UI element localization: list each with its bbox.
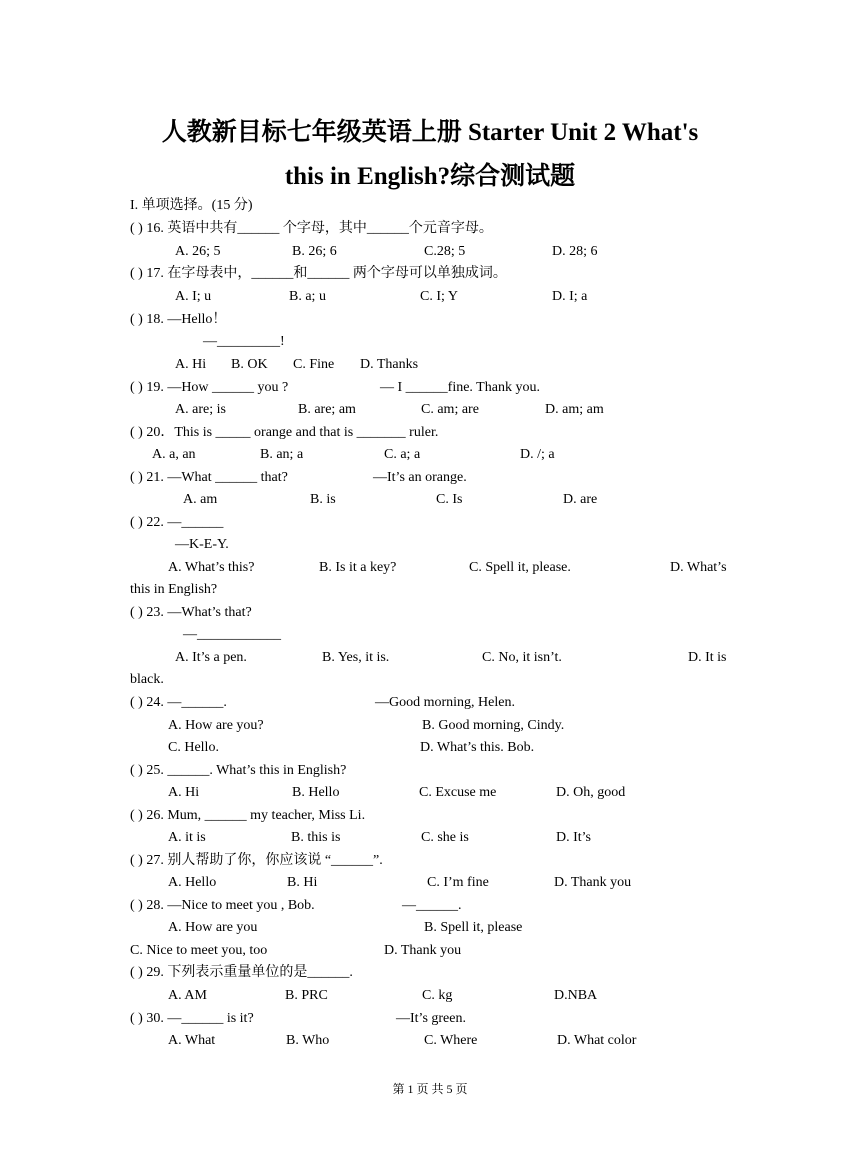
question-20-stem: ( ) 20．This is _____ orange and that is _______ ruler. [130, 425, 439, 440]
question-30-option-c: C. Where [424, 1033, 478, 1048]
question-28-option-a: A. How are you [168, 920, 258, 935]
question-18-option-a: A. Hi [175, 357, 207, 372]
question-28-option-b: B. Spell it, please [424, 920, 523, 935]
question-23-reply: —____________ [183, 627, 281, 642]
question-25-option-d: D. Oh, good [556, 785, 626, 800]
question-26-option-d: D. It’s [556, 830, 591, 845]
question-17-option-c: C. I; Y [420, 289, 458, 304]
page-number: 第 1 页 共 5 页 [392, 1082, 468, 1096]
question-21-option-a: A. am [183, 492, 218, 507]
question-17-option-b: B. a; u [289, 289, 326, 304]
question-24-option-b: B. Good morning, Cindy. [422, 718, 565, 733]
question-23-option-d: D. It is [688, 650, 727, 665]
question-28-reply: —______. [402, 898, 462, 913]
question-29-stem: ( ) 29. 下列表示重量单位的是______. [130, 965, 353, 980]
question-22-option-c: C. Spell it, please. [469, 560, 571, 575]
question-29-option-d: D.NBA [554, 988, 598, 1003]
question-24-option-d: D. What’s this. Bob. [420, 740, 535, 755]
question-16-option-a: A. 26; 5 [175, 244, 221, 259]
question-22-option-b: B. Is it a key? [319, 560, 397, 575]
question-16-stem: ( ) 16. 英语中共有______ 个字母，其中______个元音字母。 [130, 221, 493, 236]
question-18-stem: ( ) 18. —Hello！ [130, 312, 227, 327]
question-22-stem: ( ) 22. —______ [130, 515, 224, 530]
question-25-option-b: B. Hello [292, 785, 340, 800]
question-30-option-b: B. Who [286, 1033, 330, 1048]
question-19-option-d: D. am; am [545, 402, 604, 417]
question-28-option-c: C. Nice to meet you, too [130, 943, 268, 958]
question-26-option-a: A. it is [168, 830, 206, 845]
question-24-reply: —Good morning, Helen. [375, 695, 515, 710]
question-22-option-d-continued: this in English? [130, 582, 218, 597]
question-17-option-d: D. I; a [552, 289, 588, 304]
question-16-option-c: C.28; 5 [424, 244, 466, 259]
question-21-stem: ( ) 21. —What ______ that? [130, 470, 288, 485]
page-title-line1: 人教新目标七年级英语上册 Starter Unit 2 What's [161, 119, 699, 146]
question-19-reply: — I ______fine. Thank you. [380, 380, 540, 395]
question-18-option-d: D. Thanks [360, 357, 419, 372]
question-18-option-c: C. Fine [293, 357, 335, 372]
question-27-option-b: B. Hi [287, 875, 318, 890]
question-21-option-d: D. are [563, 492, 598, 507]
question-19-option-b: B. are; am [298, 402, 356, 417]
question-24-option-a: A. How are you? [168, 718, 264, 733]
question-27-option-c: C. I’m fine [427, 875, 489, 890]
question-24-option-c: C. Hello. [168, 740, 219, 755]
question-29-option-a: A. AM [168, 988, 207, 1003]
question-25-stem: ( ) 25. ______. What’s this in English? [130, 763, 347, 778]
question-23-stem: ( ) 23. —What’s that? [130, 605, 252, 620]
question-17-stem: ( ) 17. 在字母表中，______和______ 两个字母可以单独成词。 [130, 266, 507, 281]
question-30-stem: ( ) 30. —______ is it? [130, 1011, 254, 1026]
question-25-option-a: A. Hi [168, 785, 200, 800]
question-19-stem: ( ) 19. —How ______ you ? [130, 380, 289, 395]
question-19-option-a: A. are; is [175, 402, 226, 417]
question-24-stem: ( ) 24. —______. [130, 695, 227, 710]
question-29-option-c: C. kg [422, 988, 453, 1003]
question-21-reply: —It’s an orange. [373, 470, 467, 485]
question-28-stem: ( ) 28. —Nice to meet you , Bob. [130, 898, 315, 913]
question-22-option-a: A. What’s this? [168, 560, 255, 575]
question-26-stem: ( ) 26. Mum, ______ my teacher, Miss Li. [130, 808, 366, 823]
question-29-option-b: B. PRC [285, 988, 328, 1003]
page-title-line2: this in English?综合测试题 [284, 163, 576, 190]
question-27-stem: ( ) 27. 别人帮助了你，你应该说 “______”. [130, 853, 383, 868]
question-30-option-a: A. What [168, 1033, 216, 1048]
question-23-option-a: A. It’s a pen. [175, 650, 247, 665]
question-20-option-a: A. a, an [152, 447, 196, 462]
question-17-option-a: A. I; u [175, 289, 212, 304]
question-21-option-b: B. is [310, 492, 336, 507]
question-23-option-d-continued: black. [130, 672, 164, 687]
question-21-option-c: C. Is [436, 492, 463, 507]
question-20-option-d: D. /; a [520, 447, 555, 462]
question-28-option-d: D. Thank you [384, 943, 462, 958]
question-16-option-b: B. 26; 6 [292, 244, 337, 259]
question-19-option-c: C. am; are [421, 402, 479, 417]
question-26-option-b: B. this is [291, 830, 341, 845]
question-16-option-d: D. 28; 6 [552, 244, 598, 259]
question-18-reply: —_________! [203, 334, 285, 349]
question-30-option-d: D. What color [557, 1033, 637, 1048]
question-18-option-b: B. OK [231, 357, 268, 372]
question-23-option-b: B. Yes, it is. [322, 650, 390, 665]
question-30-reply: —It’s green. [396, 1011, 466, 1026]
question-22-option-d: D. What’s [670, 560, 727, 575]
question-23-option-c: C. No, it isn’t. [482, 650, 562, 665]
question-20-option-b: B. an; a [260, 447, 304, 462]
question-20-option-c: C. a; a [384, 447, 421, 462]
question-27-option-a: A. Hello [168, 875, 217, 890]
question-22-reply: —K-E-Y. [175, 537, 229, 552]
question-25-option-c: C. Excuse me [419, 785, 497, 800]
question-26-option-c: C. she is [421, 830, 469, 845]
section-heading: I. 单项选择。(15 分) [130, 198, 253, 213]
question-27-option-d: D. Thank you [554, 875, 632, 890]
